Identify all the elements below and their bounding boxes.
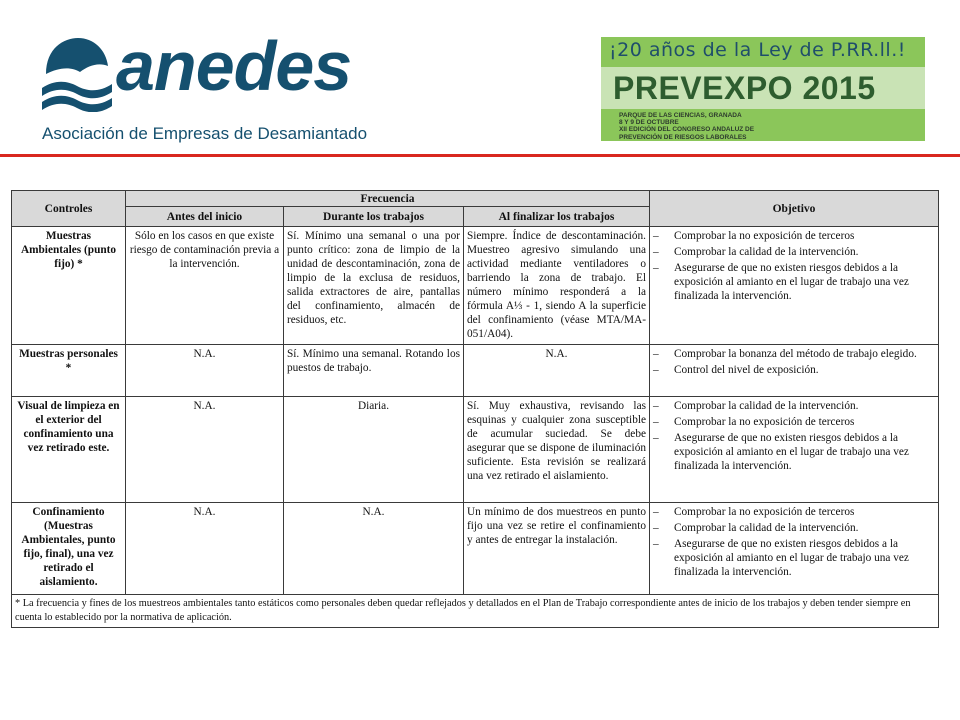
page-header [0, 0, 960, 160]
footnote-row [12, 595, 939, 628]
final-cell: Sí. Muy exhaustiva, revisando las esquinas y cualquier zona susceptible de acumular suciedad. Se debe asegurar que se dispone de iluminación suficiente. Esta revisión se realizará una vez retirado el aislamiento. [464, 397, 650, 503]
objetivo-cell [650, 503, 939, 595]
objetivo-item: – Control del nivel de exposición. [653, 364, 819, 376]
objetivo-item: – Asegurarse de que no existen riesgos debidos a la exposición al amianto en el lugar de trabajo una vez finalizada la intervención. [653, 538, 909, 578]
objetivo-item: – Asegurarse de que no existen riesgos debidos a la exposición al amianto en el lugar de trabajo una vez finalizada la intervención. [653, 432, 909, 472]
banner-line: PARQUE DE LAS CIENCIAS, GRANADA [619, 112, 742, 119]
objetivo-item: – Comprobar la no exposición de terceros [653, 230, 855, 242]
objetivo-cell [650, 397, 939, 503]
objetivo-item: – Asegurarse de que no existen riesgos debidos a la exposición al amianto en el lugar de trabajo una vez finalizada la intervención. [653, 262, 909, 302]
logo-subtitle: Asociación de Empresas de Desamiantado [42, 124, 368, 143]
durante-cell: Sí. Mínimo una semanal. Rotando los puestos de trabajo. [284, 345, 464, 397]
objetivo-cell [650, 227, 939, 345]
final-cell: Siempre. Índice de descontaminación. Muestreo agresivo simulando una actividad mediante ventiladores o barriendo la zona de trabajo. El número mínimo responderá a la fórmula A⅓ - 1, siendo A la superficie del confinamiento (véase MTA/MA-051/A04). [464, 227, 650, 345]
banner-tagline: ¡20 años de la Ley de P.RR.ll.! [609, 39, 906, 61]
col-header-frecuencia: Frecuencia [126, 191, 650, 207]
final-cell: N.A. [464, 345, 650, 397]
table-row [12, 503, 939, 595]
controls-table [11, 190, 939, 628]
banner-line: 8 Y 9 DE OCTUBRE [619, 119, 679, 127]
control-cell: Visual de limpieza en el exterior del confinamiento una vez retirado este. [12, 397, 126, 503]
col-header-final: Al finalizar los trabajos [464, 207, 650, 227]
objetivo-list [653, 505, 935, 579]
col-header-controles: Controles [12, 191, 126, 227]
header-divider [0, 154, 960, 157]
col-header-antes: Antes del inicio [126, 207, 284, 227]
prevexpo-banner [601, 37, 925, 141]
table-row [12, 227, 939, 345]
control-cell: Muestras personales * [12, 345, 126, 397]
table-row [12, 345, 939, 397]
col-header-durante: Durante los trabajos [284, 207, 464, 227]
objetivo-list [653, 229, 935, 303]
objetivo-list [653, 347, 935, 377]
banner-title: PREVEXPO 2015 [613, 70, 876, 106]
final-cell: Un mínimo de dos muestreos en punto fijo una vez se retire el confinamiento y antes de entregar la instalación. [464, 503, 650, 595]
objetivo-list [653, 399, 935, 473]
control-cell: Confinamiento (Muestras Ambientales, punto fijo, final), una vez retirado el aislamiento. [12, 503, 126, 595]
objetivo-item: – Comprobar la calidad de la intervención. [653, 522, 859, 534]
objetivo-item: – Comprobar la calidad de la intervención. [653, 400, 859, 412]
objetivo-item: – Comprobar la no exposición de terceros [653, 416, 855, 428]
anedes-logo [40, 27, 370, 150]
table-row [12, 397, 939, 503]
objetivo-item: – Comprobar la calidad de la intervención. [653, 246, 859, 258]
control-cell: Muestras Ambientales (punto fijo) * [12, 227, 126, 345]
objetivo-item: – Comprobar la bonanza del método de trabajo elegido. [653, 348, 917, 360]
durante-cell: Sí. Mínimo una semanal o una por punto crítico: zona de limpio de la unidad de descontaminación, zona de limpio de la exclusa de residuos, salida extractores de aire, pantallas del confinamiento, almacén de residuos, etc. [284, 227, 464, 345]
col-header-objetivo: Objetivo [650, 191, 939, 227]
antes-cell: N.A. [126, 503, 284, 595]
banner-line: PREVENCIÓN DE RIESGOS LABORALES [619, 133, 747, 141]
antes-cell: N.A. [126, 345, 284, 397]
header-row [12, 191, 939, 207]
antes-cell: N.A. [126, 397, 284, 503]
footnote: * La frecuencia y fines de los muestreos ambientales tanto estáticos como personales deben quedar reflejados y detallados en el Plan de Trabajo correspondiente antes de inicio de los trabajos y deben tender siempre en cuenta lo establecido por la normativa de aplicación. [12, 595, 939, 628]
logo-wordmark: anedes [116, 27, 352, 105]
durante-cell: N.A. [284, 503, 464, 595]
durante-cell: Diaria. [284, 397, 464, 503]
banner-line: XII EDICIÓN DEL CONGRESO ANDALUZ DE [619, 126, 755, 134]
objetivo-item: – Comprobar la no exposición de terceros [653, 506, 855, 518]
antes-cell: Sólo en los casos en que existe riesgo de contaminación previa a la intervención. [126, 227, 284, 345]
objetivo-cell [650, 345, 939, 397]
banner-details [619, 112, 754, 141]
waves-logo-icon [40, 32, 114, 112]
